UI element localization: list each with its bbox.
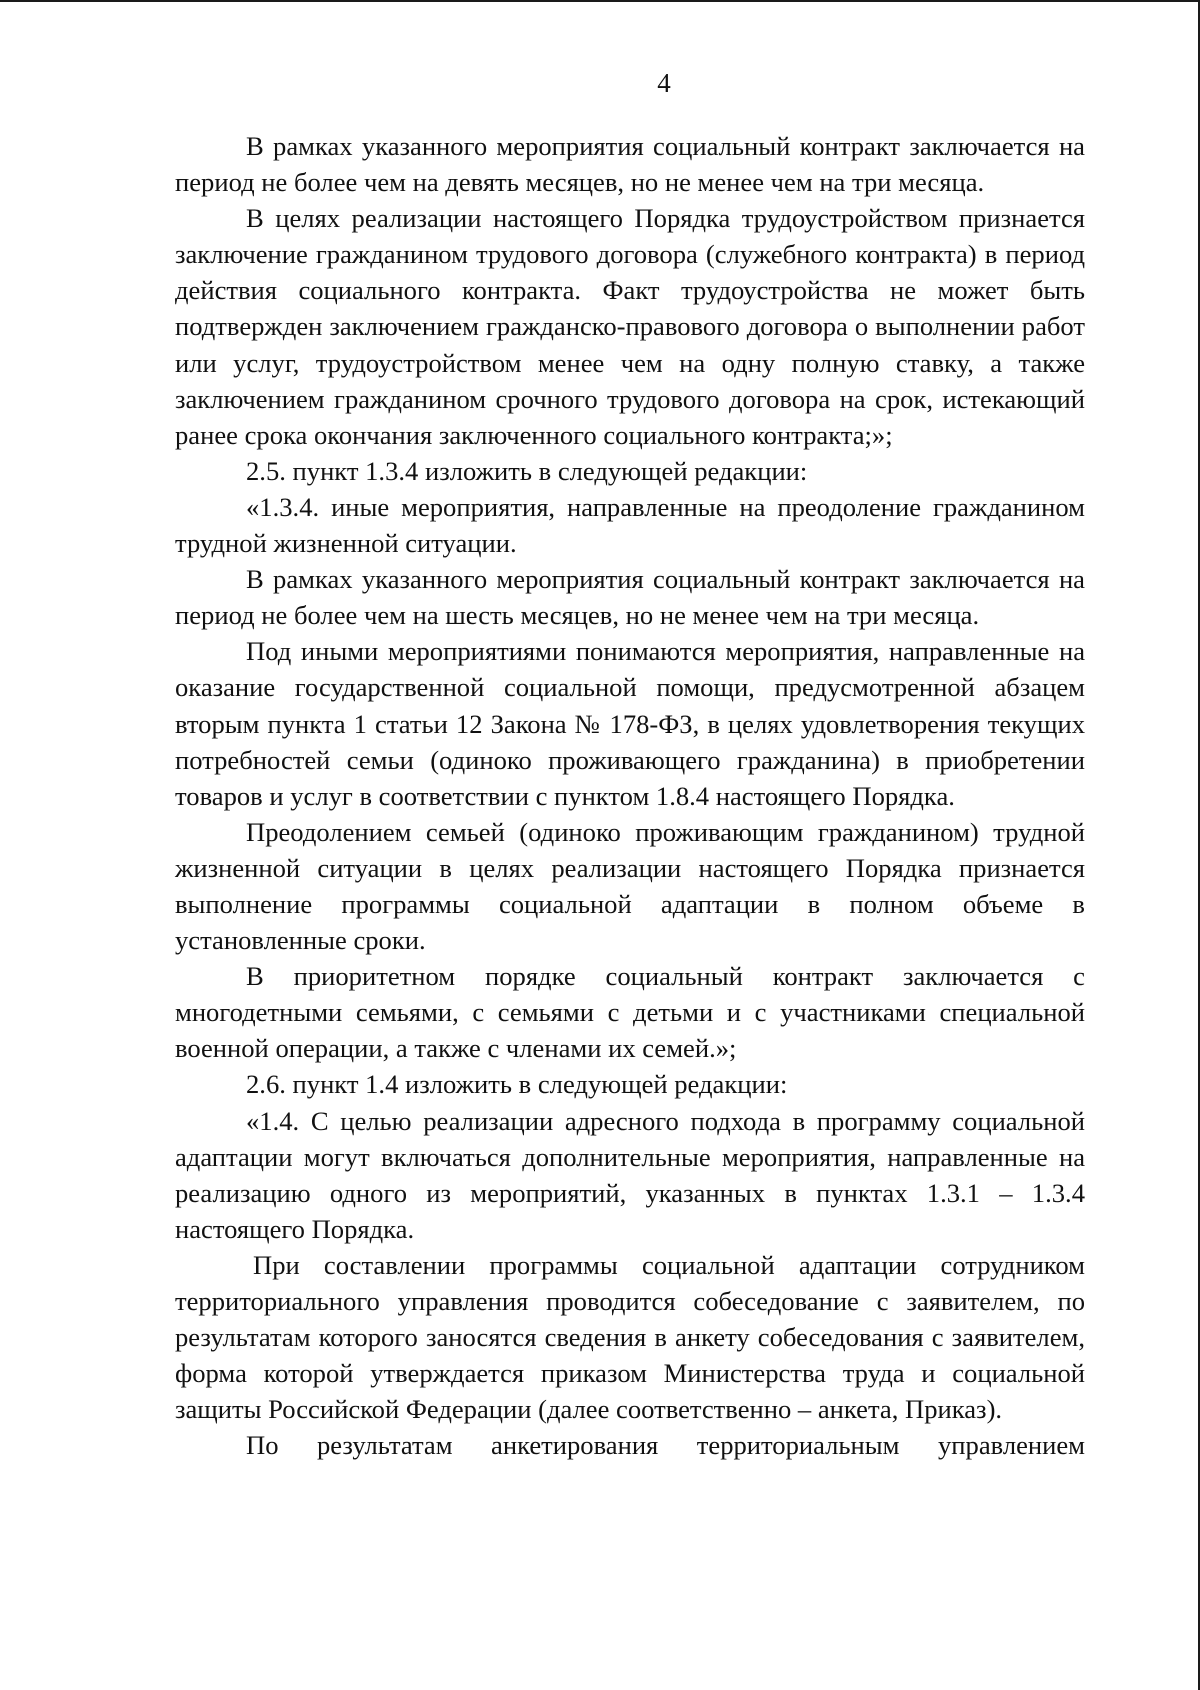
paragraph-amendment-2-5: 2.5. пункт 1.3.4 изложить в следующей редакции:: [246, 455, 808, 486]
paragraph-item-1-4: «1.4. С целью реализации адресного подхода в программу социальной адаптации могут включаться дополнительные мероприятия, направленные на реализацию одного из мероприятий, указанных в пунктах 1.3.1 – 1.3.4 настоящего Порядка.: [175, 1105, 1085, 1244]
paragraph-interview: При составлении программы социальной адаптации сотрудником территориального управления проводится собеседование с заявителем, по результатам которого заносятся сведения в анкету собеседования с заявителем, форма которой утверждается приказом Министерства труда и социальной защиты Российской Федерации (далее соответственно – анкета, Приказ).: [175, 1249, 1085, 1425]
paragraph-overcoming-situation: Преодолением семьей (одиноко проживающим гражданином) трудной жизненной ситуации в целях реализации настоящего Порядка признается выполнение программы социальной адаптации в полном объеме в установленные сроки.: [175, 816, 1085, 956]
document-body: [175, 128, 1085, 1463]
paragraph-contract-term-six-months: В рамках указанного мероприятия социальный контракт заключается на период не более чем на шесть месяцев, но не менее чем на три месяца.: [175, 564, 1085, 631]
paragraph-employment-definition: В целях реализации настоящего Порядка трудоустройством признается заключение гражданином трудового договора (служебного контракта) в период действия социального контракта. Факт трудоустройства не может быть подтвержден заключением гражданско-правового договора о выполнении работ или услуг, трудоустройством менее чем на одну полную ставку, а также заключением гражданином срочного трудового договора на срок, истекающий ранее срока окончания заключенного социального контракта;»;: [175, 203, 1085, 450]
paragraph-item-1-3-4: «1.3.4. иные мероприятия, направленные на преодоление гражданином трудной жизненной ситуации.: [175, 491, 1085, 559]
paragraph-survey-results: По результатам анкетирования территориальным управлением: [246, 1430, 1085, 1461]
paragraph-contract-term-nine-months: В рамках указанного мероприятия социальный контракт заключается на период не более чем на девять месяцев, но не менее чем на три месяца.: [175, 131, 1085, 198]
paragraph-priority-order: В приоритетном порядке социальный контракт заключается с многодетными семьями, с семьями с детьми и с участниками специальной военной операции, а также с членами их семей.»;: [175, 961, 1085, 1064]
paragraph-amendment-2-6: 2.6. пункт 1.4 изложить в следующей редакции:: [246, 1069, 788, 1100]
paragraph-other-measures: Под иными мероприятиями понимаются мероприятия, направленные на оказание государственной социальной помощи, предусмотренной абзацем вторым пункта 1 статьи 12 Закона № 178-ФЗ, в целях удовлетворения текущих потребностей семьи (одиноко проживающего гражданина) в приобретении товаров и услуг в соответствии с пунктом 1.8.4 настоящего Порядка.: [175, 636, 1085, 811]
page-number: 4: [657, 68, 671, 98]
